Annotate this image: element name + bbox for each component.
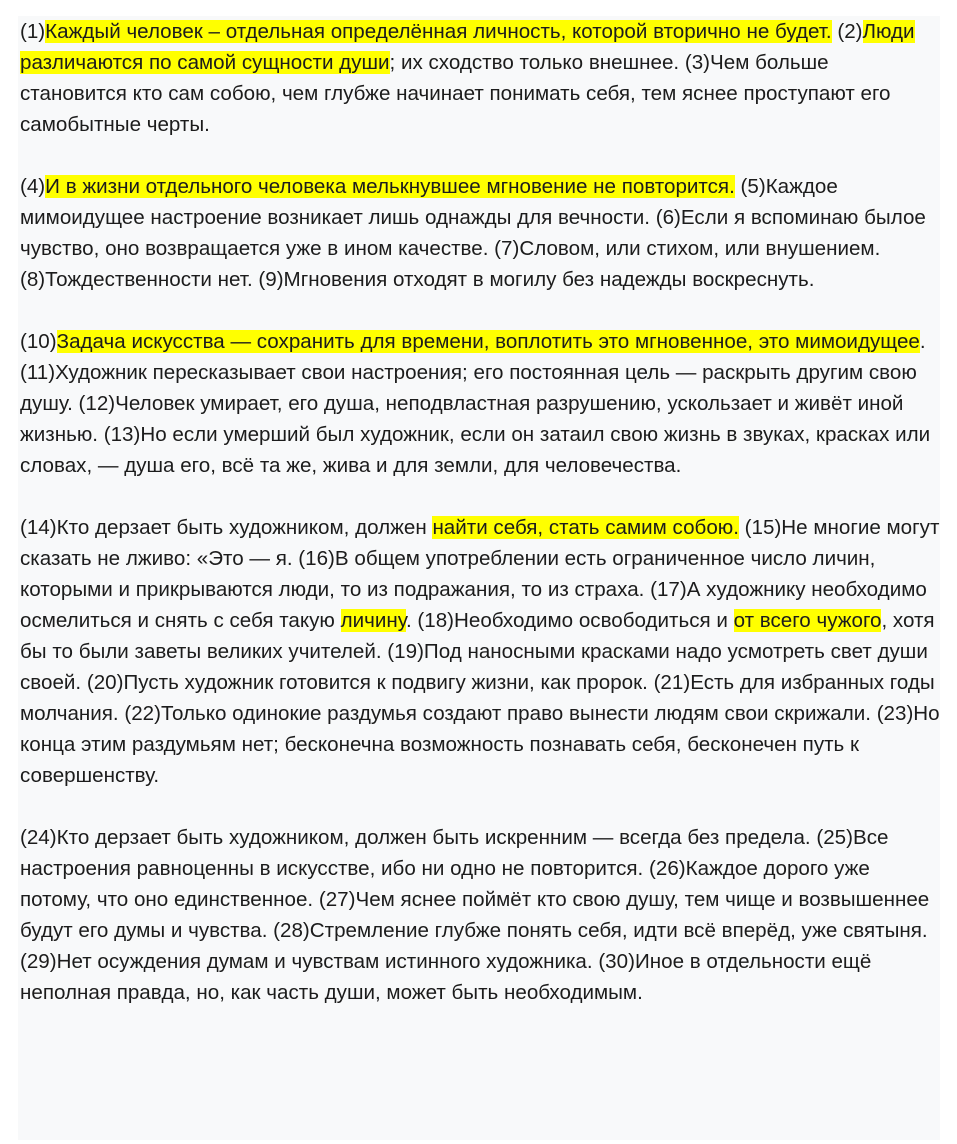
text-segment: . (11)Художник пересказывает свои настроения; его постоянная цель — раскрыть другим свою душу. (12)Человек умирает, его душа, неподвластная разрушению, ускользает и живёт иной жизнью. (13)Но если умерший был художник, если он затаил свою жизнь в звуках, красках или словах, — душа его, всё та же, жива и для земли, для человечества. <box>20 330 931 477</box>
sentence-number: (1) <box>20 20 46 43</box>
text-segment: ; их сходство только внешнее. (3)Чем больше становится кто сам собою, чем глубже начинает понимать себя, тем яснее проступают его самобытные черты. <box>20 51 891 136</box>
highlighted-text: личину <box>340 609 406 632</box>
text-segment: (14)Кто дерзает быть художником, должен <box>20 516 433 539</box>
text-segment: (5)Каждое мимоидущее настроение возникает лишь однажды для вечности. (6)Если я вспоминаю былое чувство, оно возвращается уже в ином качестве. (7)Словом, или стихом, или внушением. (8)Тождественности нет. (9)Мгновения отходят в могилу без надежды воскреснуть. <box>20 175 926 291</box>
highlighted-text: найти себя, стать самим собою. <box>432 516 739 539</box>
paragraph-3 <box>18 326 940 481</box>
highlighted-text: Каждый человек – отдельная определённая личность, которой вторично не будет. <box>45 20 832 43</box>
paragraph-4 <box>18 512 940 791</box>
text-segment: , хотя бы то были заветы великих учителей. (19)Под наносными красками надо усмотреть свет души своей. (20)Пусть художник готовится к подвигу жизни, как пророк. (21)Есть для избранных годы молчания. (22)Только одинокие раздумья создают право вынести людям свои скрижали. (23)Но конца этим раздумьям нет; бесконечна возможность познавать себя, бесконечен путь к совершенству. <box>20 609 940 787</box>
text-segment: (24)Кто дерзает быть художником, должен быть искренним — всегда без предела. (25)Все настроения равноценны в искусстве, ибо ни одно не повторится. (26)Каждое дорого уже потому, что оно единственное. (27)Чем яснее поймёт кто свою душу, тем чище и возвышеннее будут его думы и чувства. (28)Стремление глубже понять себя, идти всё вперёд, уже святыня. (29)Нет осуждения думам и чувствам истинного художника. (30)Иное в отдельности ещё неполная правда, но, как часть души, может быть необходимым. <box>20 826 930 1004</box>
highlighted-text: Люди различаются по самой сущности души <box>20 20 915 74</box>
highlighted-text: И в жизни отдельного человека мелькнувшее мгновение не повторится. <box>45 175 735 198</box>
paragraph-1 <box>18 16 940 140</box>
text-block <box>18 16 940 1140</box>
text-segment: (15)Не многие могут сказать не лживо: «Это — я. (16)В общем употреблении есть ограниченное число личин, которыми и прикрываются люди, то из подражания, то из страха. (17)А художнику необходимо осмелиться и снять с себя такую <box>20 516 940 632</box>
sentence-number: (4) <box>20 175 46 198</box>
highlighted-text: от всего чужого <box>733 609 882 632</box>
highlighted-text: Задача искусства — сохранить для времени, воплотить это мгновенное, это мимоидущее <box>56 330 920 353</box>
paragraph-5 <box>18 822 940 1008</box>
paragraph-2 <box>18 171 940 295</box>
sentence-number: (10) <box>20 330 57 353</box>
text-segment: . (18)Необходимо освободиться и <box>405 609 734 632</box>
text-segment: (2) <box>831 20 863 43</box>
